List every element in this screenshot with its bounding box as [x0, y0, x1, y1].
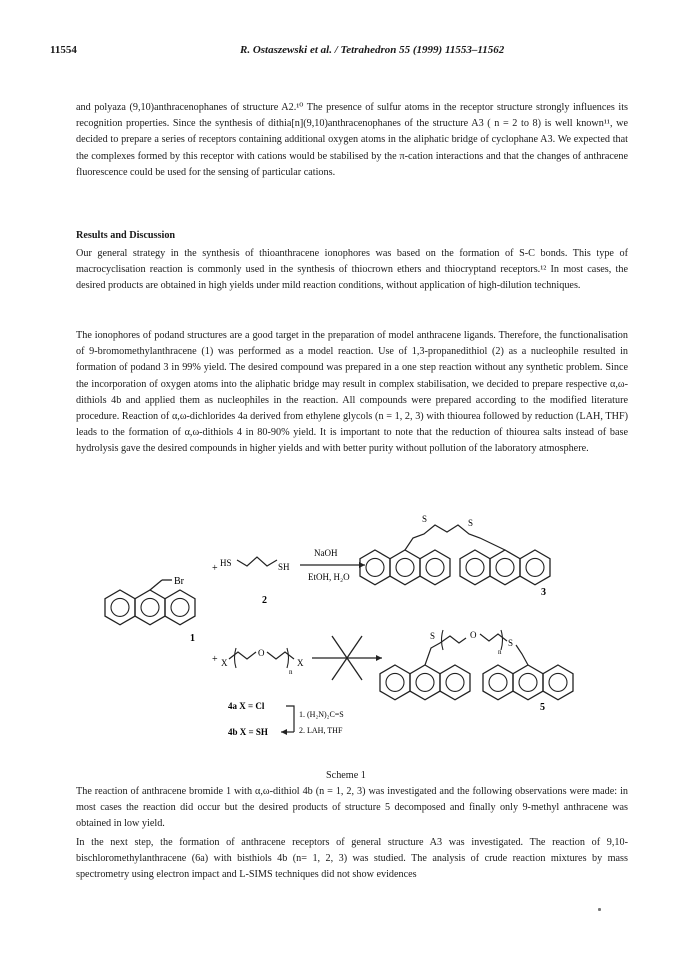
- oxygen-label: O: [258, 648, 265, 658]
- compound-3-structure: [360, 514, 550, 585]
- reagent-naoh: NaOH: [314, 548, 338, 558]
- sulfur-label: S: [430, 631, 436, 641]
- compound-1-structure: [105, 576, 195, 625]
- n-subscript: n: [498, 648, 502, 656]
- compound-1-label: 1: [190, 633, 195, 644]
- sh-label: SH: [278, 562, 290, 572]
- paragraph-next-step: In the next step, the formation of anthracene receptors of general structure A3 was investigated. The reaction of 9,10-bischloromethylanthracene (6a) with bisthiols 4b (n= 1, 2, 3) was studied. The analysis of crude reaction mixtures by mass spectrometry using electron impact and L-SIMS techniques did not show evidences: [76, 837, 628, 881]
- x-label: X: [221, 658, 228, 668]
- sulfur-label: S: [422, 514, 428, 524]
- paragraph-intro: and polyaza (9,10)anthracenophanes of structure A2.¹⁰ The presence of sulfur atoms in the receptor structure strongly influences its recognition properties. Since the synthesis of dithia[n](9,10)anthracenophanes of the structure A3 ( n = 2 to 8) is well known¹¹, we decided to prepare a series of receptors containing additional oxygen atoms in the aliphatic bridge of cyclophane A3. We expected that the complexes formed by this receptor with cations would be stabilised by the π-cation interactions and that the changes of anthracene fluorescence could be used for the sensing of particular cations.: [76, 102, 628, 178]
- compound-2-label: 2: [262, 595, 267, 606]
- running-head: R. Ostaszewski et al. / Tetrahedron 55 (1999) 11553–11562: [240, 44, 505, 56]
- section-heading: Results and Discussion: [76, 230, 176, 241]
- step-1-reagent: 1. (H₂N)₂C=S: [299, 710, 344, 719]
- paragraph-strategy: Our general strategy in the synthesis of thioanthracene ionophores was based on the formation of S-C bonds. This type of macrocyclisation reaction is commonly used in the synthesis of thiocrown ethers and thiocryptand receptors.¹² In most cases, the desired products are obtained in high yields under mild reaction conditions, without application of high-dilution techniques.: [76, 248, 628, 292]
- sulfur-label: S: [508, 638, 514, 648]
- stray-mark: [598, 908, 601, 911]
- compound-4b-label: 4b X = SH: [228, 727, 268, 737]
- plus-sign: +: [212, 563, 218, 574]
- reaction-scheme: [100, 508, 600, 764]
- bromine-label: Br: [174, 576, 184, 587]
- conversion-arrow: [286, 706, 294, 732]
- plus-sign: +: [212, 654, 218, 665]
- compound-5-structure: [380, 630, 573, 700]
- page-header: [50, 44, 650, 58]
- compound-5-label: 5: [540, 702, 545, 713]
- oxygen-label: O: [470, 630, 477, 640]
- paragraph-podand: The ionophores of podand structures are a good target in the preparation of model anthracene ligands. Therefore, the functionalisation of 9-bromomethylanthracene (1) was performed as a model reaction. Use of 1,3-propanedithiol (2) as a nucleophile resulted in formation of podand 3 in 99% yield. The desired compound was prepared in a one step reaction without any synthetic problem. Since the incorporation of oxygen atoms into the aliphatic bridge may result in complex stabilisation, we decided to prepare respective α,ω-dithiols 4b and applied them as nucleophiles in the reaction. All compounds were prepared according to the modified literature procedure. Reaction of α,ω-dichlorides 4a derived from ethylene glycols (n = 1, 2, 3) with thiourea followed by reduction (LAH, THF) leads to the formation of α,ω-dithiols 4 in 80-90% yield. It is important to note that the reduction of thiourea salts instead of base hydrolysis gave the desired compounds in higher yields and with better purity without pollution of the laboratory atmosphere.: [76, 330, 628, 455]
- page-number: 11554: [50, 44, 77, 56]
- n-subscript: n: [289, 668, 293, 676]
- propane-chain: [237, 557, 277, 566]
- sulfur-label: S: [468, 518, 474, 528]
- reagent-solvent: EtOH, H₂O: [308, 572, 350, 582]
- scheme-caption: Scheme 1: [326, 770, 366, 781]
- x-label: X: [297, 658, 304, 668]
- step-2-reagent: 2. LAH, THF: [299, 726, 343, 735]
- hs-label: HS: [220, 558, 232, 568]
- compound-3-label: 3: [541, 587, 546, 598]
- compound-4a-label: 4a X = Cl: [228, 701, 265, 711]
- paragraph-observations: The reaction of anthracene bromide 1 with α,ω-dithiol 4b (n = 1, 2, 3) was investigated and the following observations were made: in most cases the reaction did occur but the desired products of structure 5 decomposed and finally only 9-methyl anthracene was obtained in low yield.: [76, 786, 628, 830]
